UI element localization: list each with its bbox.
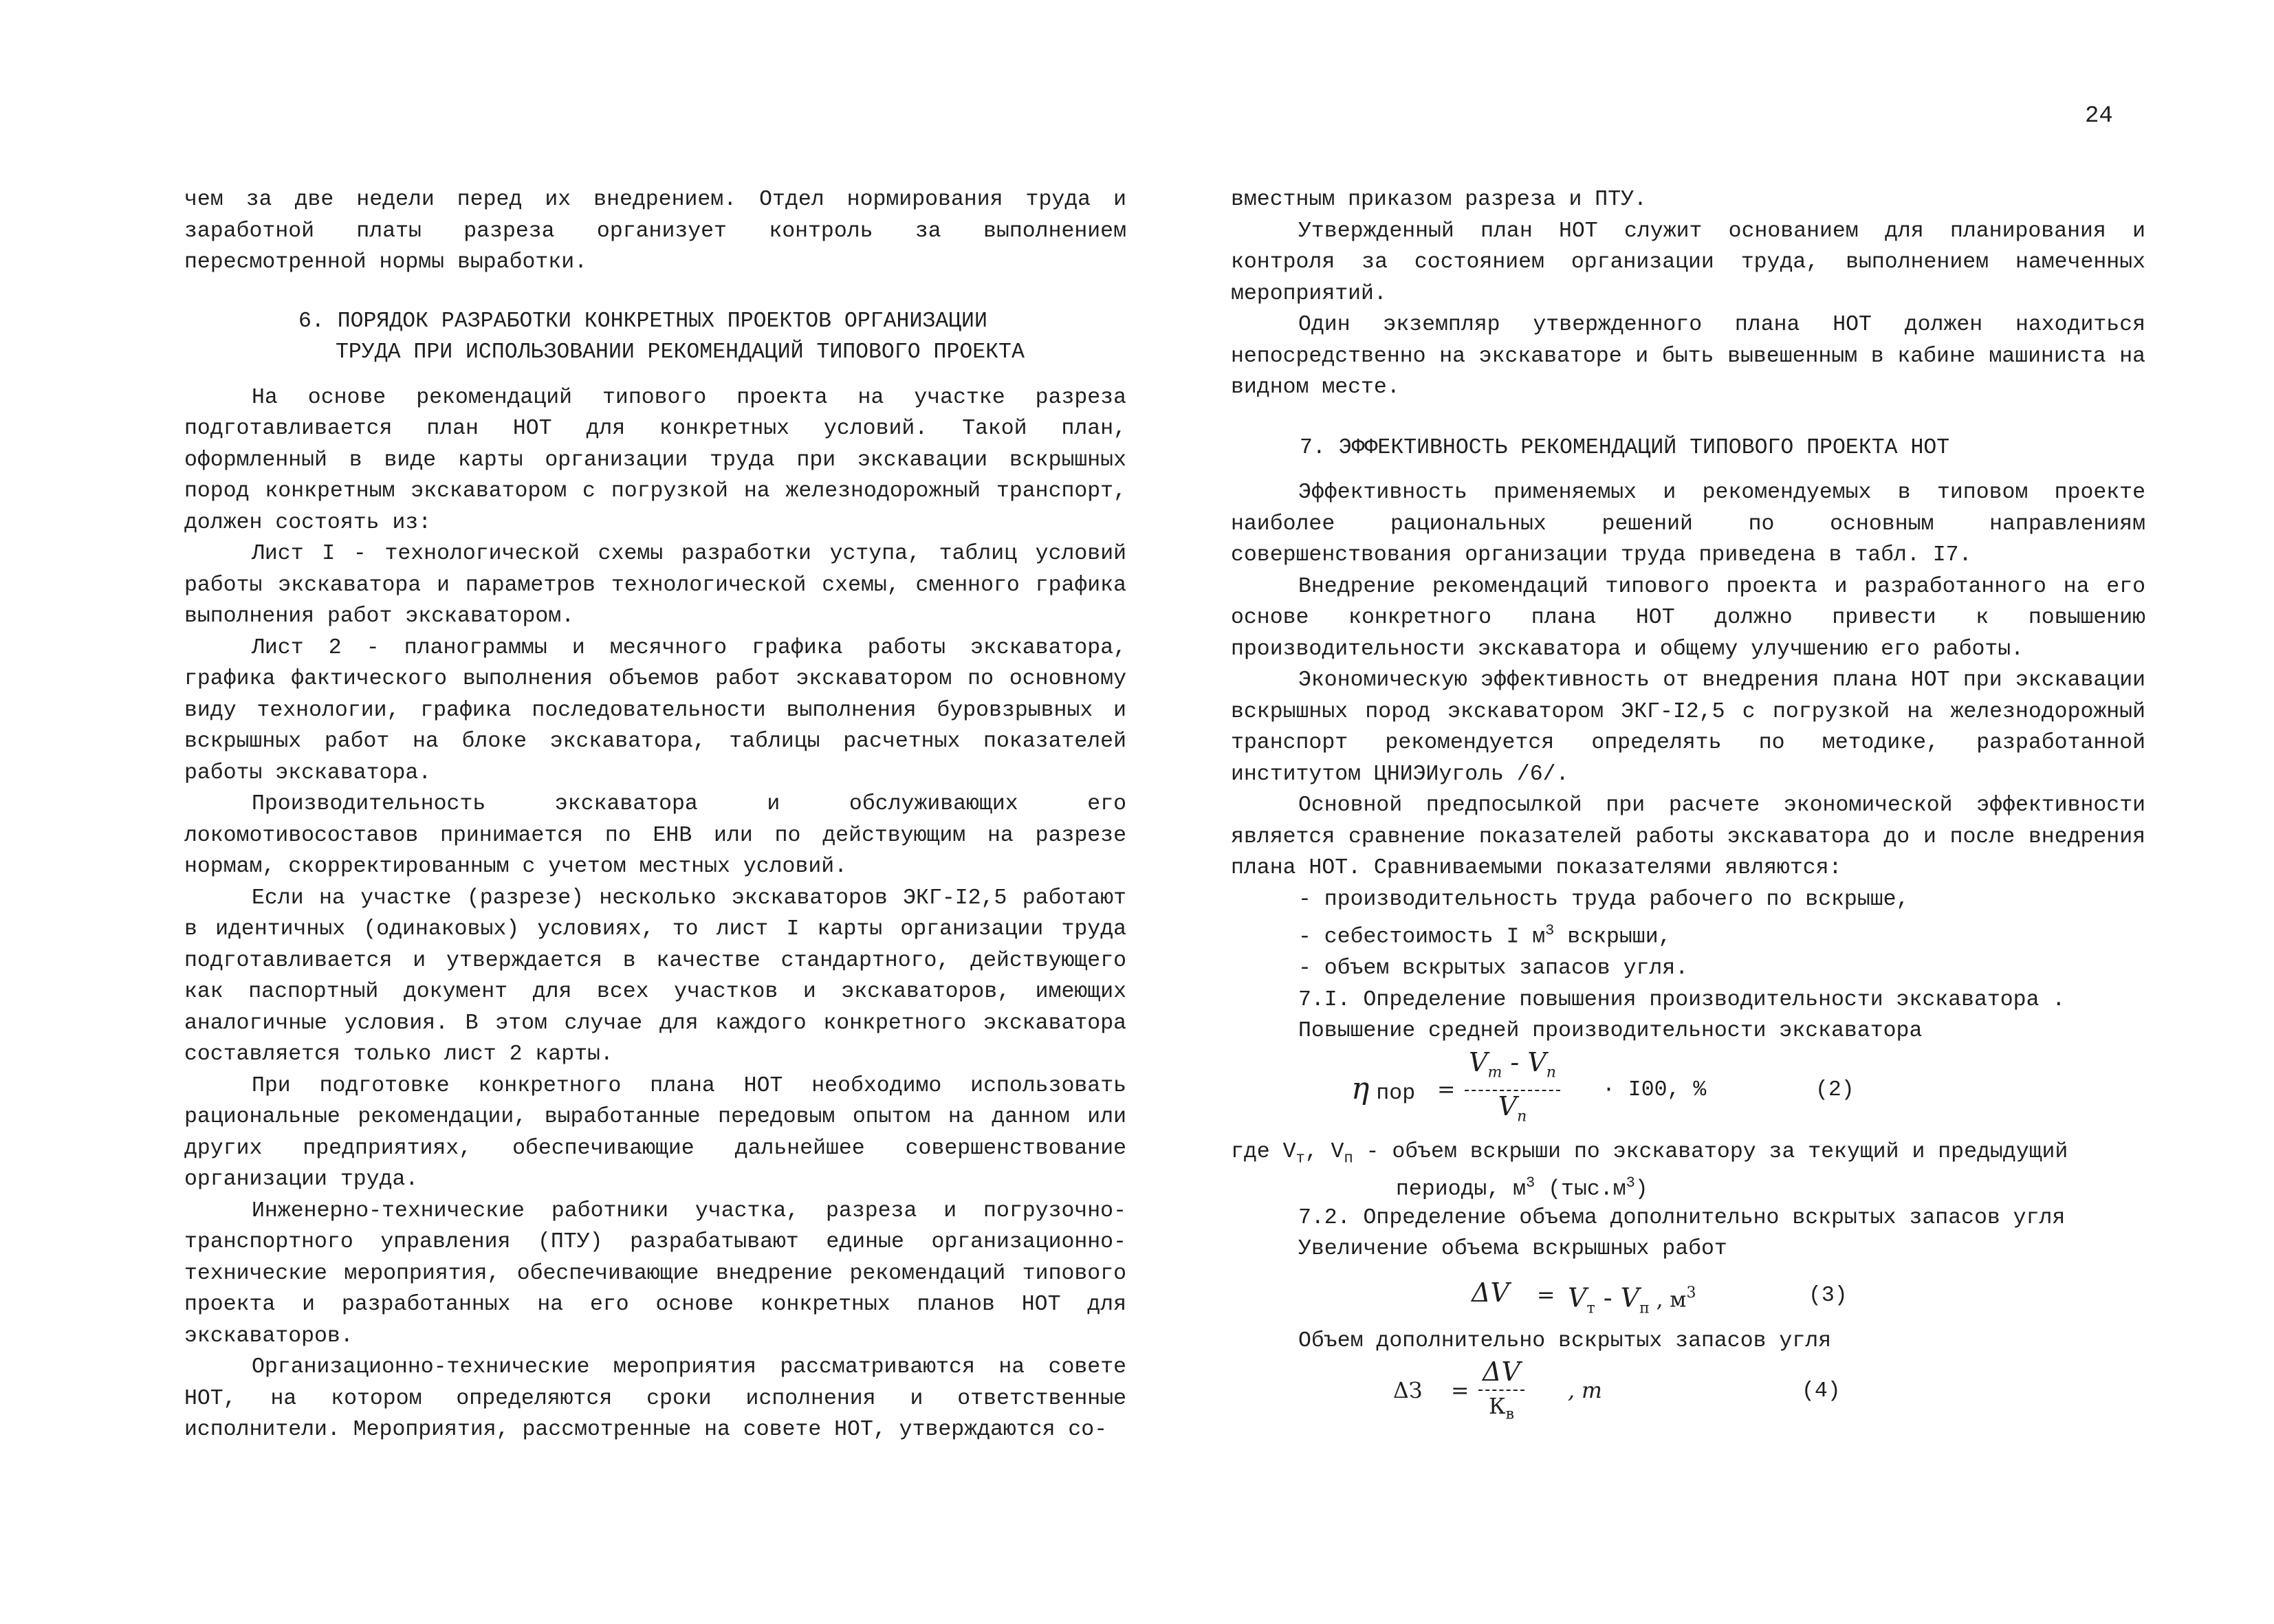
right-column <box>1231 184 2145 1439</box>
operator: - <box>1502 1046 1528 1077</box>
equation-number: (4) <box>1802 1379 1841 1403</box>
paragraph: Внедрение рекомендаций типового проекта и разработанного на его основе конкретного плана НОТ должно привести к повышению производительности экскаватора и общему улучшению его работы. <box>1231 574 2145 661</box>
paragraph: Инженерно-технические работники участка, разреза и погрузочно-транспортного управления (ПТУ) разрабатывают единые организационно-технические мероприятия, обеспечивающие внедрение рекомендаций типового проекта и разработанных на его основе конкретных планов НОТ для экскаваторов. <box>184 1198 1126 1348</box>
formula-3 <box>1231 1265 2145 1326</box>
subscript: т <box>1487 1064 1502 1082</box>
section-7-heading: 7. ЭФФЕКТИВНОСТЬ РЕКОМЕНДАЦИЙ ТИПОВОГО ПРОЕКТА НОТ <box>1300 435 1950 460</box>
formula-4 <box>1231 1357 2145 1439</box>
paragraph: чем за две недели перед их внедрением. Отдел нормирования труда и заработной платы разреза организует контроль за выполнением пересмотренной нормы выработки. <box>184 188 1126 274</box>
list-item-text: вскрыши, <box>1554 925 1672 950</box>
subsection-7-2-title: 7.2. Определение объема дополнительно вскрытых запасов угля <box>1298 1205 2066 1230</box>
formula-lhs: ΔV <box>1472 1277 1509 1308</box>
var-v: V <box>1620 1282 1640 1313</box>
superscript: 3 <box>1686 1284 1696 1302</box>
fraction <box>1465 1047 1560 1132</box>
subscript: п <box>1546 1064 1556 1082</box>
legend-text: ) <box>1635 1177 1648 1201</box>
paragraph: Эффективность применяемых и рекомендуемых в типовом проекте наиболее рациональных решений по основным направлениям совершенствования организации труда приведена в табл. I7. <box>1231 481 2145 567</box>
superscript: 3 <box>1545 922 1555 939</box>
operator: - <box>1595 1282 1621 1313</box>
list-item: - объем вскрытых запасов угля. <box>1298 956 1689 980</box>
page-number: 24 <box>2085 103 2113 129</box>
subscript: п <box>1517 1108 1527 1126</box>
section-6-heading <box>298 306 1126 369</box>
legend-text: где V <box>1231 1139 1296 1164</box>
paragraph: Экономическую эффективность от внедрения плана НОТ при экскавации вскрышных пород экскаватором ЭКГ-I2,5 с погрузкой на железнодорожный транспорт рекомендуется определять по методике, разработанной институтом ЦНИЭИуголь /6/. <box>1231 668 2145 787</box>
legend-text: - объем вскрыши по экскаватору за текущий и предыдущий <box>1353 1139 2068 1164</box>
formula-lead-in: Увеличение объема вскрышных работ <box>1298 1237 1727 1261</box>
paragraph: При подготовке конкретного плана НОТ необходимо использовать рациональные рекомендации, выработанные передовым опытом на данном или других предприятиях, обеспечивающие дальнейшее совершенствование организации труда. <box>184 1073 1126 1192</box>
paragraph: Утвержденный план НОТ служит основанием для планирования и контроля за состоянием организации труда, выполнением намеченных мероприятий. <box>1231 219 2145 306</box>
paragraph: вместным приказом разреза и ПТУ. <box>1231 188 1647 212</box>
fraction-denominator <box>1478 1391 1524 1430</box>
heading-line-1: 6. ПОРЯДОК РАЗРАБОТКИ КОНКРЕТНЫХ ПРОЕКТОВ ОРГАНИЗАЦИИ <box>298 309 987 333</box>
paragraph: Лист I - технологической схемы разработки уступа, таблиц условий работы экскаватора и параметров технологической схемы, сменного графика выполнения работ экскаватором. <box>184 542 1126 628</box>
subsection-7-1-title: 7.I. Определение повышения производительности экскаватора . <box>1298 987 2066 1012</box>
fraction-numerator: ΔV <box>1478 1357 1524 1391</box>
superscript: 3 <box>1526 1174 1535 1192</box>
var-v: V <box>1527 1046 1546 1077</box>
var-v: V <box>1568 1282 1587 1313</box>
heading-line-2: ТРУДА ПРИ ИСПОЛЬЗОВАНИИ РЕКОМЕНДАЦИЙ ТИПОВОГО ПРОЕКТА <box>336 340 1025 364</box>
equals-sign: = <box>1451 1379 1469 1403</box>
formula-lead-in: Объем дополнительно вскрытых запасов угля <box>1298 1328 1832 1353</box>
paragraph: Лист 2 - планограммы и месячного графика работы экскаватора, графика фактического выполнения объемов работ экскаватором по основному виду технологии, графика последовательности выполнения буровзрывных и вскрышных работ на блоке экскаватора, таблицы расчетных показателей работы экскаватора. <box>184 635 1126 785</box>
legend-text: периоды, м <box>1396 1177 1527 1201</box>
formula-legend <box>1231 1137 2145 1203</box>
formula-lhs <box>1351 1073 1415 1110</box>
subscript: т <box>1295 1149 1305 1167</box>
paragraph: Производительность экскаватора и обслуживающих его локомотивосоставов принимается по ЕНВ или по действующим на разрезе нормам, скорректированным с учетом местных условий. <box>184 792 1126 879</box>
formula-subscript: пор <box>1376 1081 1416 1106</box>
var-k: К <box>1488 1392 1506 1419</box>
subscript: п <box>1639 1299 1650 1317</box>
formula-lead-in: Повышение средней производительности экскаватора <box>1298 1019 1923 1043</box>
var-v: V <box>1469 1046 1488 1077</box>
paragraph: На основе рекомендаций типового проекта на участке разреза подготавливается план НОТ для конкретных условий. Такой план, оформленный в виде карты организации труда при экскавации вскрышных пород конкретным экскаватором с погрузкой на железнодорожный транспорт, должен состоять из: <box>184 385 1126 535</box>
unit: , м <box>1649 1287 1687 1313</box>
legend-text: (тыс.м <box>1535 1177 1626 1201</box>
paragraph: Организационно-технические мероприятия рассматриваются на совете НОТ, на котором определяются сроки исполнения и ответственные исполнители. Мероприятия, рассмотренные на совете НОТ, утверждаются со- <box>184 1355 1126 1442</box>
left-column <box>184 184 1126 1446</box>
eta-symbol: η <box>1351 1071 1370 1106</box>
list-item: - производительность труда рабочего по вскрыше, <box>1298 887 1910 912</box>
equals-sign: = <box>1537 1282 1555 1308</box>
paragraph: Если на участке (разрезе) несколько экскаваторов ЭКГ-I2,5 работают в идентичных (одинаковых) условиях, то лист I карты организации труда подготавливается и утверждается в качестве стандартного, действующего как паспортный документ для всех участков и экскаваторов, имеющих аналогичные условия. В этом случае для каждого конкретного экскаватора составляется только лист 2 карты. <box>184 886 1126 1066</box>
formula-lhs: ΔЗ <box>1393 1379 1423 1403</box>
var-v: V <box>1498 1090 1518 1121</box>
equation-number: (3) <box>1808 1283 1848 1308</box>
subscript: п <box>1344 1149 1353 1167</box>
list-item-text: - себестоимость I м <box>1298 925 1546 950</box>
formula-unit: , т <box>1568 1379 1602 1403</box>
equation-number: (2) <box>1815 1077 1855 1102</box>
subscript: в <box>1505 1405 1515 1423</box>
fraction-denominator <box>1465 1091 1560 1132</box>
fraction <box>1478 1357 1524 1429</box>
superscript: 3 <box>1626 1174 1635 1192</box>
formula-rhs <box>1568 1277 1696 1324</box>
subscript: т <box>1586 1299 1595 1317</box>
fraction-numerator <box>1465 1047 1560 1091</box>
legend-line-1 <box>1231 1137 2068 1174</box>
formula-rhs: · I00, % <box>1602 1077 1707 1102</box>
list-item <box>1231 915 2145 953</box>
paragraph: Основной предпосылкой при расчете экономической эффективности является сравнение показателей работы экскаватора до и после внедрения плана НОТ. Сравниваемыми показателями являются: <box>1231 793 2145 880</box>
paragraph: Один экземпляр утвержденного плана НОТ должен находиться непосредственно на экскаваторе и быть вывешенным в кабине машиниста на видном месте. <box>1231 313 2145 399</box>
formula-2 <box>1231 1047 2145 1137</box>
legend-line-2 <box>1396 1167 1648 1205</box>
equals-sign: = <box>1437 1077 1456 1102</box>
legend-text: , V <box>1304 1139 1344 1164</box>
